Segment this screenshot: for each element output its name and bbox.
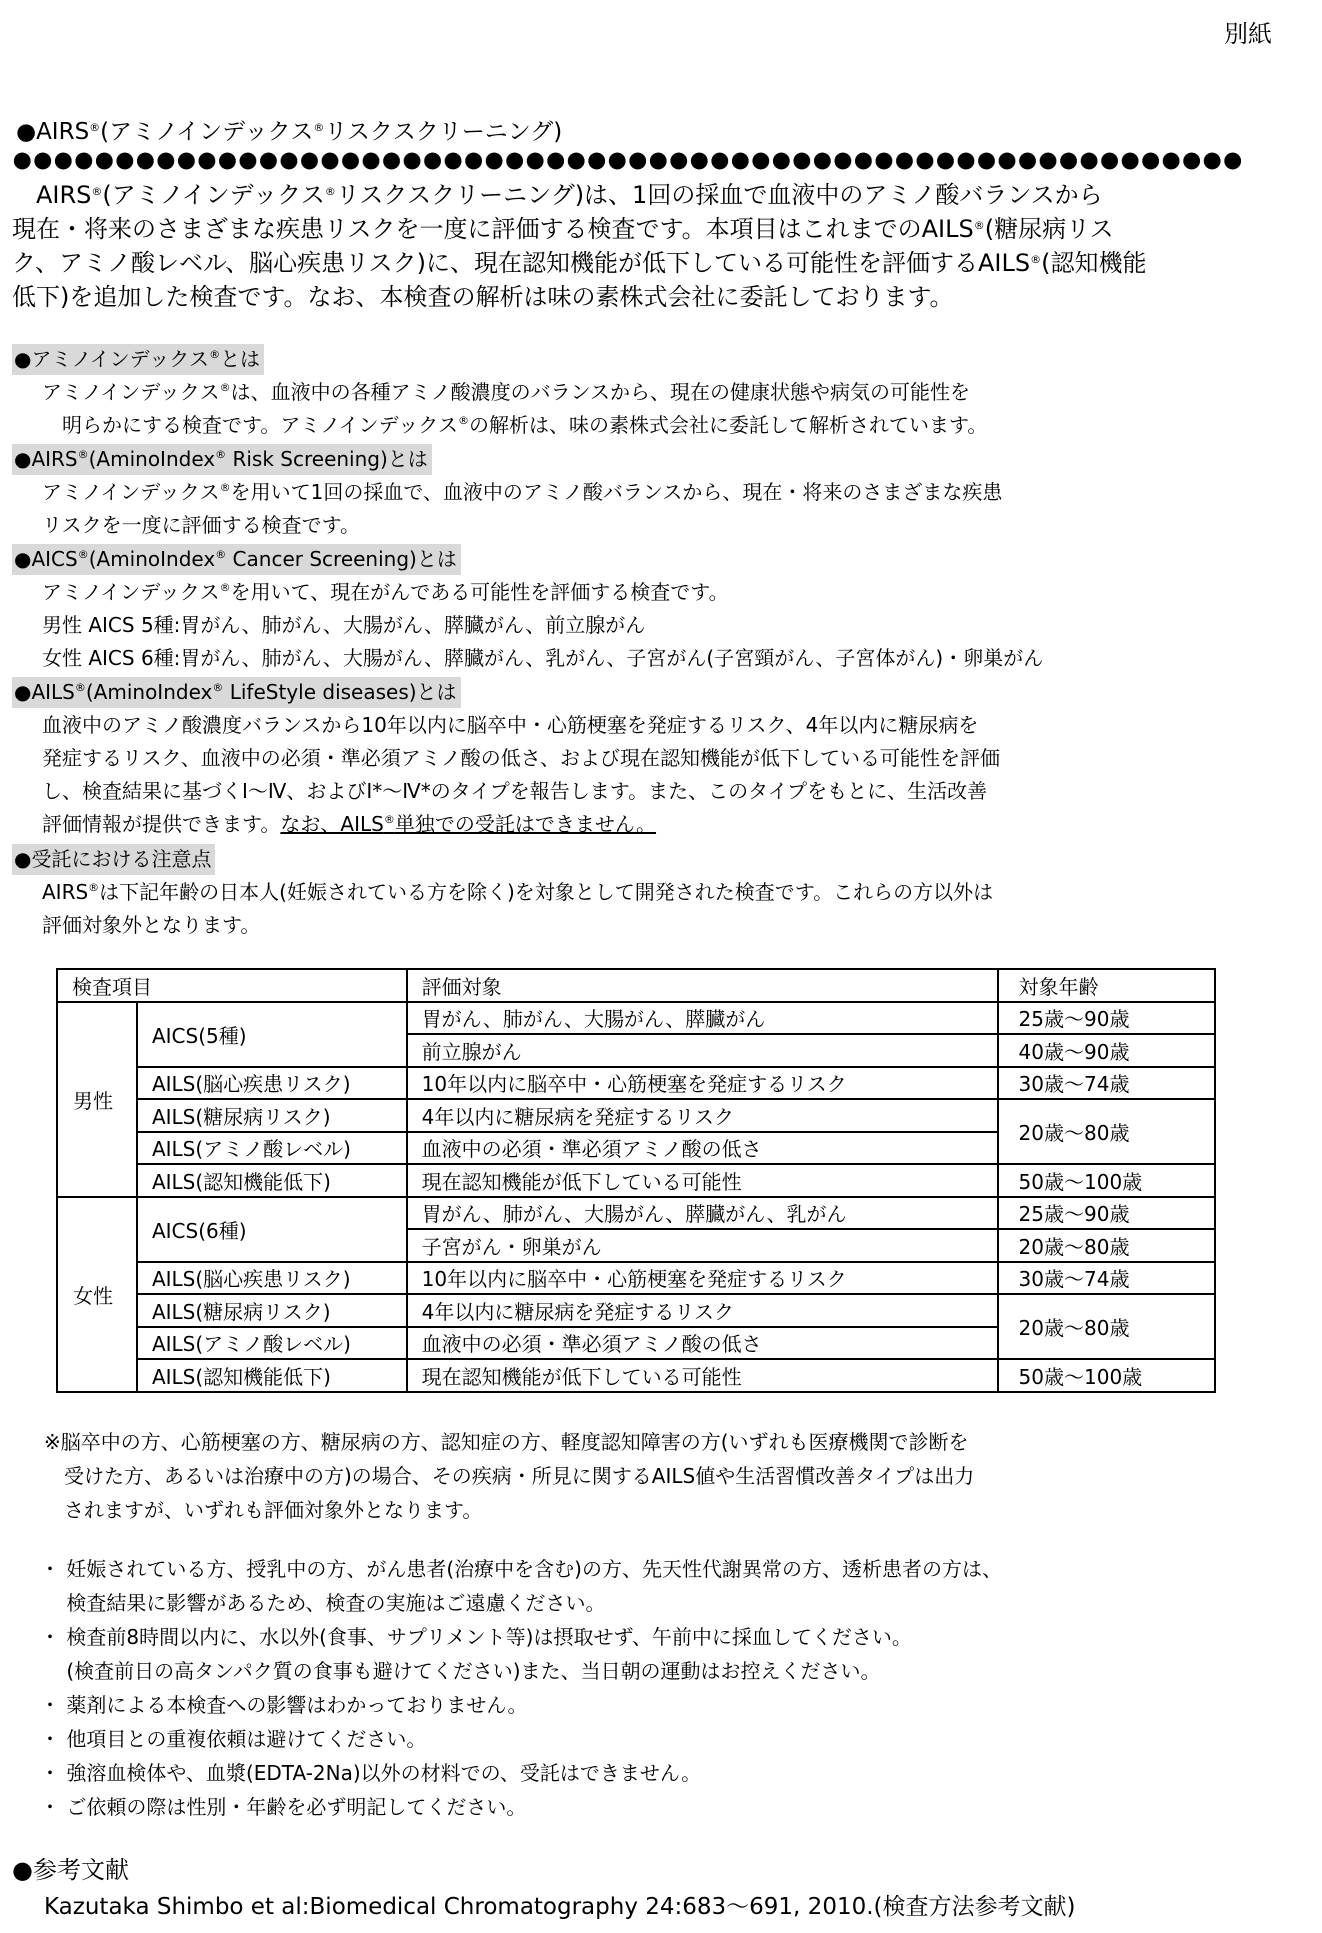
target-cell: 4年以内に糖尿病を発症するリスク xyxy=(407,1099,998,1132)
table-row xyxy=(57,1164,1215,1197)
intro-paragraph xyxy=(12,178,1252,314)
table-row xyxy=(57,1294,1215,1327)
section-line: アミノインデックス®は、血液中の各種アミノ酸濃度のバランスから、現在の健康状態や病気の可能性を xyxy=(42,380,971,404)
item-cell: AICS(5種) xyxy=(137,1002,407,1067)
age-cell: 50歳～100歳 xyxy=(998,1359,1215,1392)
document-title: ●AIRS®(アミノインデックス®リスクスクリーニング) xyxy=(16,119,563,145)
target-cell: 現在認知機能が低下している可能性 xyxy=(407,1164,998,1197)
target-cell: 血液中の必須・準必須アミノ酸の低さ xyxy=(407,1327,998,1360)
target-cell: 血液中の必須・準必須アミノ酸の低さ xyxy=(407,1132,998,1165)
list-item: ・ 薬剤による本検査への影響はわかっておりません。 xyxy=(40,1693,528,1717)
header-item: 検査項目 xyxy=(57,969,407,1002)
age-cell: 20歳～80歳 xyxy=(998,1099,1215,1164)
underlined-notice: なお、AILS®単独での受託はできません。 xyxy=(280,812,657,836)
target-cell: 前立腺がん xyxy=(407,1034,998,1067)
age-cell: 30歳～74歳 xyxy=(998,1262,1215,1295)
intro-line: AIRS®(アミノインデックス®リスクスクリーニング)は、1回の採血で血液中のアミノ酸バランスから xyxy=(12,181,1103,209)
section-heading: ●受託における注意点 xyxy=(12,844,215,875)
section-line: 明らかにする検査です。アミノインデックス®の解析は、味の素株式会社に委託して解析されています。 xyxy=(42,413,988,437)
item-cell: AILS(認知機能低下) xyxy=(137,1164,407,1197)
list-item: (検査前日の高タンパク質の食事も避けてください)また、当日朝の運動はお控えください。 xyxy=(40,1659,881,1683)
sex-male-cell: 男性 xyxy=(57,1002,137,1197)
item-cell: AILS(脳心疾患リスク) xyxy=(137,1262,407,1295)
table-row xyxy=(57,1002,1215,1035)
table-header-row xyxy=(57,969,1215,1002)
section-heading: ●アミノインデックス®とは xyxy=(12,344,264,375)
age-cell: 20歳～80歳 xyxy=(998,1294,1215,1359)
age-cell: 50歳～100歳 xyxy=(998,1164,1215,1197)
target-cell: 4年以内に糖尿病を発症するリスク xyxy=(407,1294,998,1327)
list-item: ・ 他項目との重複依頼は避けてください。 xyxy=(40,1727,427,1751)
item-cell: AILS(アミノ酸レベル) xyxy=(137,1132,407,1165)
table-footnote xyxy=(44,1425,1264,1527)
target-cell: 子宮がん・卵巣がん xyxy=(407,1229,998,1262)
section-airs xyxy=(12,443,1262,542)
reference-citation: Kazutaka Shimbo et al:Biomedical Chromatography 24:683～691, 2010.(検査方法参考文献) xyxy=(44,1894,1076,1920)
age-cell: 25歳～90歳 xyxy=(998,1002,1215,1035)
age-cell: 40歳～90歳 xyxy=(998,1034,1215,1067)
footnote-line: されますが、いずれも評価対象外となります。 xyxy=(44,1498,483,1522)
references-heading: ●参考文献 xyxy=(12,1856,129,1884)
item-cell: AICS(6種) xyxy=(137,1197,407,1262)
section-heading: ●AILS®(AminoIndex® LifeStyle diseases)とは xyxy=(12,677,461,708)
item-cell: AILS(脳心疾患リスク) xyxy=(137,1067,407,1100)
item-cell: AILS(アミノ酸レベル) xyxy=(137,1327,407,1360)
item-cell: AILS(認知機能低下) xyxy=(137,1359,407,1392)
header-target: 評価対象 xyxy=(407,969,998,1002)
dotted-divider xyxy=(12,152,1242,170)
section-line: リスクを一度に評価する検査です。 xyxy=(42,513,360,537)
section-line: アミノインデックス®を用いて、現在がんである可能性を評価する検査です。 xyxy=(42,580,729,604)
item-cell: AILS(糖尿病リスク) xyxy=(137,1099,407,1132)
age-cell: 30歳～74歳 xyxy=(998,1067,1215,1100)
list-item: ・ 検査前8時間以内に、水以外(食事、サプリメント等)は摂取せず、午前中に採血してください。 xyxy=(40,1625,912,1649)
list-item: ・ 強溶血検体や、血漿(EDTA-2Na)以外の材料での、受託はできません。 xyxy=(40,1761,702,1785)
list-item: 検査結果に影響があるため、検査の実施はご遠慮ください。 xyxy=(40,1591,606,1615)
section-aics xyxy=(12,543,1262,675)
section-heading: ●AICS®(AminoIndex® Cancer Screening)とは xyxy=(12,544,461,575)
section-ails xyxy=(12,676,1262,841)
precautions-list xyxy=(40,1552,1280,1824)
table-row xyxy=(57,1099,1215,1132)
age-cell: 25歳～90歳 xyxy=(998,1197,1215,1230)
target-cell: 胃がん、肺がん、大腸がん、膵臓がん xyxy=(407,1002,998,1035)
table-row xyxy=(57,1197,1215,1230)
intro-line: 現在・将来のさまざまな疾患リスクを一度に評価する検査です。本項目はこれまでのAILS®(糖尿病リス xyxy=(12,215,1114,243)
section-line: 発症するリスク、血液中の必須・準必須アミノ酸の低さ、および現在認知機能が低下している可能性を評価 xyxy=(42,746,1000,770)
list-item: ・ 妊娠されている方、授乳中の方、がん患者(治療中を含む)の方、先天性代謝異常の方、透析患者の方は、 xyxy=(40,1557,1002,1581)
intro-line: ク、アミノ酸レベル、脳心疾患リスク)に、現在認知機能が低下している可能性を評価するAILS®(認知機能 xyxy=(12,249,1147,277)
header-age: 対象年齢 xyxy=(998,969,1215,1002)
section-heading: ●AIRS®(AminoIndex® Risk Screening)とは xyxy=(12,444,432,475)
footnote-line: ※脳卒中の方、心筋梗塞の方、糖尿病の方、認知症の方、軽度認知障害の方(いずれも医療機関で診断を xyxy=(44,1430,969,1454)
section-line: 評価対象外となります。 xyxy=(42,913,261,937)
table-row xyxy=(57,1262,1215,1295)
list-item: ・ ご依頼の際は性別・年齢を必ず明記してください。 xyxy=(40,1795,527,1819)
target-cell: 10年以内に脳卒中・心筋梗塞を発症するリスク xyxy=(407,1067,998,1100)
section-line: AIRS®は下記年齢の日本人(妊娠されている方を除く)を対象として開発された検査です。これらの方以外は xyxy=(42,880,994,904)
footnote-line: 受けた方、あるいは治療中の方)の場合、その疾病・所見に関するAILS値や生活習慣改善タイプは出力 xyxy=(44,1464,975,1488)
section-line: 男性 AICS 5種:胃がん、肺がん、大腸がん、膵臓がん、前立腺がん xyxy=(42,613,646,637)
section-line-text: 評価情報が提供できます。 xyxy=(42,812,281,836)
age-cell: 20歳～80歳 xyxy=(998,1229,1215,1262)
section-line: 血液中のアミノ酸濃度バランスから10年以内に脳卒中・心筋梗塞を発症するリスク、4年以内に糖尿病を xyxy=(42,713,979,737)
intro-line: 低下)を追加した検査です。なお、本検査の解析は味の素株式会社に委託しております。 xyxy=(12,283,954,311)
target-cell: 現在認知機能が低下している可能性 xyxy=(407,1359,998,1392)
section-line xyxy=(42,808,1262,841)
section-aminoindex xyxy=(12,343,1262,442)
section-line: アミノインデックス®を用いて1回の採血で、血液中のアミノ酸バランスから、現在・将来のさまざまな疾患 xyxy=(42,480,1003,504)
section-line: 女性 AICS 6種:胃がん、肺がん、大腸がん、膵臓がん、乳がん、子宮がん(子宮頸がん、子宮体がん)・卵巣がん xyxy=(42,646,1044,670)
target-cell: 胃がん、肺がん、大腸がん、膵臓がん、乳がん xyxy=(407,1197,998,1230)
table-row xyxy=(57,1359,1215,1392)
item-cell: AILS(糖尿病リスク) xyxy=(137,1294,407,1327)
attachment-label: 別紙 xyxy=(1224,20,1272,48)
age-eligibility-table xyxy=(56,968,1216,1393)
sex-female-cell: 女性 xyxy=(57,1197,137,1392)
section-line: し、検査結果に基づくⅠ～Ⅳ、およびⅠ*～Ⅳ*のタイプを報告します。また、このタイプをもとに、生活改善 xyxy=(42,779,988,803)
table-row xyxy=(57,1067,1215,1100)
section-caution xyxy=(12,843,1262,942)
target-cell: 10年以内に脳卒中・心筋梗塞を発症するリスク xyxy=(407,1262,998,1295)
